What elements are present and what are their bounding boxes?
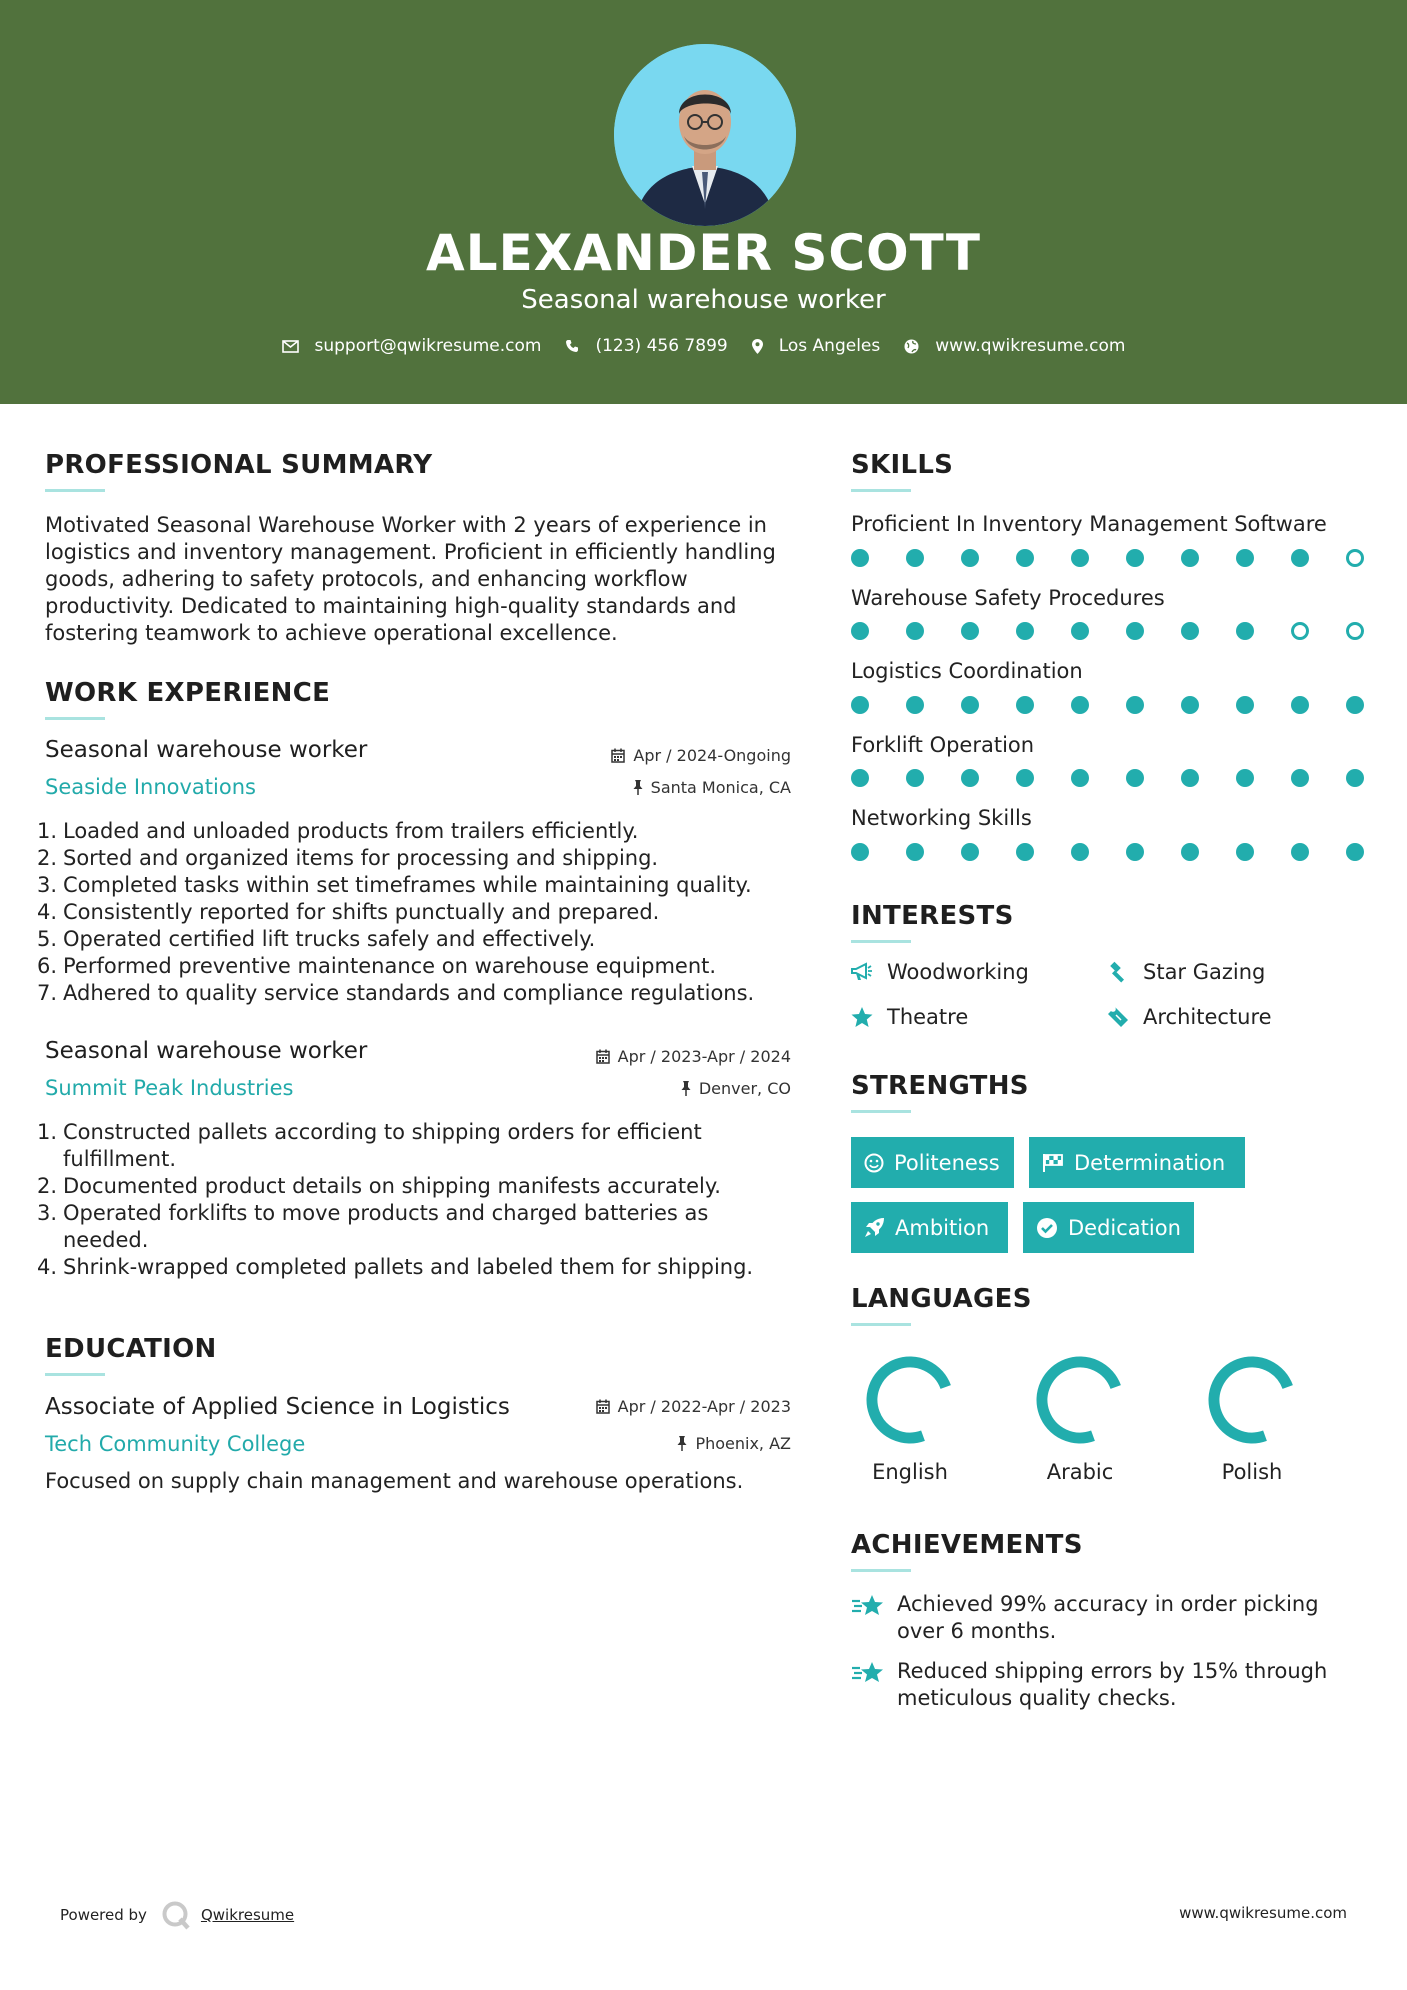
qwikresume-link[interactable]: Qwikresume xyxy=(200,1906,295,1924)
skill-dot-filled xyxy=(906,769,924,787)
skill-dot-filled xyxy=(961,696,979,714)
footer-powered-by xyxy=(60,1900,294,1930)
strength-badge xyxy=(851,1137,1014,1188)
job-dates xyxy=(611,746,791,765)
globe-icon xyxy=(904,339,919,354)
company-name: Seaside Innovations xyxy=(45,775,256,799)
skill-dot-filled xyxy=(1346,843,1364,861)
list-item: 5. Operated certified lift trucks safely and effectively. xyxy=(37,927,596,951)
languages-title: LANGUAGES xyxy=(851,1284,1032,1314)
skill-name: Networking Skills xyxy=(851,806,1032,830)
contact-bar xyxy=(0,336,1407,356)
shooting-star-icon xyxy=(851,1660,885,1686)
achievement-item xyxy=(851,1658,1371,1712)
job-location xyxy=(633,778,791,797)
interest-label: Architecture xyxy=(1143,1005,1272,1029)
skill-dot-empty xyxy=(1346,622,1364,640)
summary-rule xyxy=(45,489,105,492)
language-label: Polish xyxy=(1221,1460,1283,1484)
strengths-title: STRENGTHS xyxy=(851,1071,1029,1101)
list-item: 2. Documented product details on shipping manifests accurately. xyxy=(37,1174,721,1198)
experience-title: WORK EXPERIENCE xyxy=(45,678,331,708)
interests-rule xyxy=(851,940,911,943)
language-label: Arabic xyxy=(1046,1460,1114,1484)
list-item-text: Loaded and unloaded products from trailers efficiently. xyxy=(63,819,639,843)
interest-item xyxy=(1107,1005,1272,1029)
contact-website[interactable] xyxy=(904,336,1125,356)
skills-rule xyxy=(851,489,911,492)
pushpin-icon xyxy=(677,1436,687,1451)
strength-badge xyxy=(1029,1137,1245,1188)
job-duties xyxy=(37,818,797,1007)
list-item: 1. Constructed pallets according to shipping orders for efficient fulfillment. xyxy=(37,1120,702,1171)
skill-dot-filled xyxy=(1291,769,1309,787)
education-location xyxy=(677,1434,791,1453)
skill-rating xyxy=(851,549,1367,569)
list-item: 7. Adhered to quality service standards and compliance regulations. xyxy=(37,981,755,1005)
school-name: Tech Community College xyxy=(45,1432,306,1456)
skill-name: Proficient In Inventory Management Software xyxy=(851,512,1327,536)
skill-dot-filled xyxy=(1236,622,1254,640)
candidate-role: Seasonal warehouse worker xyxy=(521,285,886,315)
skill-dot-filled xyxy=(906,622,924,640)
list-item: 3. Completed tasks within set timeframes while maintaining quality. xyxy=(37,873,752,897)
language-item xyxy=(1192,1350,1312,1484)
language-gauge xyxy=(860,1350,960,1450)
skill-dot-empty xyxy=(1291,622,1309,640)
achievement-text: Achieved 99% accuracy in order picking over 6 months. xyxy=(897,1592,1319,1643)
skill-dot-filled xyxy=(906,549,924,567)
skill-dot-filled xyxy=(1016,769,1034,787)
education-title: EDUCATION xyxy=(45,1334,217,1364)
skill-dot-filled xyxy=(906,843,924,861)
calendar-icon xyxy=(611,748,625,763)
contact-website-text: www.qwikresume.com xyxy=(935,336,1126,356)
skill-dot-filled xyxy=(1291,843,1309,861)
ticket-icon xyxy=(1107,1006,1129,1028)
header xyxy=(0,0,1407,404)
skill-dot-filled xyxy=(906,696,924,714)
language-item xyxy=(1020,1350,1140,1484)
list-item-text: Consistently reported for shifts punctually and prepared. xyxy=(63,900,660,924)
skill-dot-filled xyxy=(851,696,869,714)
skill-name: Warehouse Safety Procedures xyxy=(851,586,1165,610)
skill-dot-filled xyxy=(1181,696,1199,714)
language-gauge-arc xyxy=(1042,1362,1116,1438)
contact-phone-text: (123) 456 7899 xyxy=(595,336,728,356)
phone-icon xyxy=(565,339,579,353)
achievements-rule xyxy=(851,1569,911,1572)
skill-name: Logistics Coordination xyxy=(851,659,1083,683)
calendar-icon xyxy=(596,1399,610,1414)
gavel-icon xyxy=(1107,961,1129,983)
job-dates xyxy=(596,1047,791,1066)
skill-dot-filled xyxy=(851,549,869,567)
contact-location-text: Los Angeles xyxy=(778,336,881,356)
skill-rating xyxy=(851,622,1367,642)
envelope-icon xyxy=(282,340,299,353)
skill-dot-filled xyxy=(1236,549,1254,567)
skill-dot-empty xyxy=(1346,549,1364,567)
qwikresume-logo-icon xyxy=(161,1900,191,1930)
skill-dot-filled xyxy=(1236,769,1254,787)
skill-dot-filled xyxy=(1236,696,1254,714)
skill-dot-filled xyxy=(1181,549,1199,567)
skill-dot-filled xyxy=(1016,622,1034,640)
list-item-text: Documented product details on shipping manifests accurately. xyxy=(63,1174,721,1198)
interest-label: Star Gazing xyxy=(1143,960,1266,984)
education-location-text: Phoenix, AZ xyxy=(695,1434,791,1453)
education-rule xyxy=(45,1373,105,1376)
list-item-text: Operated forklifts to move products and charged batteries as needed. xyxy=(63,1201,709,1252)
strength-badge xyxy=(1023,1202,1194,1253)
skill-dot-filled xyxy=(851,843,869,861)
map-pin-icon xyxy=(752,339,763,354)
summary-text: Motivated Seasonal Warehouse Worker with 2 years of experience in logistics and inventory management. Proficient in efficiently handling goods, adhering to safety protocols, and enhancing workflow productivity. Dedicated to maintaining high-quality standards and fostering teamwork to achieve operational excellence. xyxy=(45,513,776,645)
interest-item xyxy=(851,960,1029,984)
skill-rating xyxy=(851,843,1367,863)
skill-dot-filled xyxy=(1071,769,1089,787)
skill-dot-filled xyxy=(1126,843,1144,861)
skill-dot-filled xyxy=(1071,622,1089,640)
flag-icon xyxy=(1042,1153,1064,1173)
skill-dot-filled xyxy=(1181,843,1199,861)
language-gauge-arc xyxy=(872,1362,946,1438)
skills-title: SKILLS xyxy=(851,450,954,480)
interest-item xyxy=(1107,960,1265,984)
skill-dot-filled xyxy=(1126,696,1144,714)
education-dates xyxy=(596,1397,791,1416)
skill-dot-filled xyxy=(1181,769,1199,787)
profile-photo xyxy=(614,44,796,226)
skill-dot-filled xyxy=(1016,843,1034,861)
pushpin-icon xyxy=(681,1081,691,1096)
skill-name: Forklift Operation xyxy=(851,733,1035,757)
skill-dot-filled xyxy=(961,843,979,861)
strength-label: Ambition xyxy=(895,1215,990,1240)
skill-dot-filled xyxy=(1126,622,1144,640)
strength-badge xyxy=(851,1202,1008,1253)
skill-dot-filled xyxy=(851,622,869,640)
skill-dot-filled xyxy=(961,769,979,787)
calendar-icon xyxy=(596,1049,610,1064)
contact-email-text: support@qwikresume.com xyxy=(314,336,542,356)
summary-title: PROFESSIONAL SUMMARY xyxy=(45,450,433,480)
job-duties xyxy=(37,1119,777,1281)
job-location xyxy=(681,1079,791,1098)
job-location-text: Denver, CO xyxy=(698,1079,791,1098)
skill-dot-filled xyxy=(851,769,869,787)
language-gauge-arc xyxy=(1214,1362,1288,1438)
skill-dot-filled xyxy=(1071,549,1089,567)
list-item-text: Sorted and organized items for processing and shipping. xyxy=(63,846,659,870)
education-description: Focused on supply chain management and warehouse operations. xyxy=(45,1469,744,1493)
skill-dot-filled xyxy=(1236,843,1254,861)
skill-dot-filled xyxy=(1071,843,1089,861)
powered-by-text: Powered by xyxy=(60,1906,147,1924)
interests-title: INTERESTS xyxy=(851,901,1014,931)
skill-dot-filled xyxy=(1181,622,1199,640)
skill-rating xyxy=(851,769,1367,789)
languages-rule xyxy=(851,1323,911,1326)
skill-dot-filled xyxy=(1016,549,1034,567)
language-gauge xyxy=(1202,1350,1302,1450)
skill-rating xyxy=(851,696,1367,716)
language-label: English xyxy=(872,1460,948,1484)
language-gauge xyxy=(1030,1350,1130,1450)
education-dates-text: Apr / 2022-Apr / 2023 xyxy=(617,1397,791,1416)
language-item xyxy=(850,1350,970,1484)
list-item-text: Operated certified lift trucks safely and effectively. xyxy=(63,927,596,951)
list-item: 3. Operated forklifts to move products and charged batteries as needed. xyxy=(37,1201,709,1252)
rocket-icon xyxy=(864,1217,885,1238)
footer-website[interactable]: www.qwikresume.com xyxy=(1179,1904,1347,1922)
strength-label: Determination xyxy=(1074,1150,1226,1175)
list-item: 6. Performed preventive maintenance on warehouse equipment. xyxy=(37,954,717,978)
skill-dot-filled xyxy=(1071,696,1089,714)
skill-dot-filled xyxy=(1016,696,1034,714)
job-dates-text: Apr / 2024-Ongoing xyxy=(633,746,791,765)
job-title: Seasonal warehouse worker xyxy=(45,737,368,763)
avatar xyxy=(614,44,796,226)
skill-dot-filled xyxy=(1346,696,1364,714)
candidate-name: ALEXANDER SCOTT xyxy=(426,224,981,282)
skill-dot-filled xyxy=(1291,549,1309,567)
skill-dot-filled xyxy=(961,622,979,640)
skill-dot-filled xyxy=(1126,769,1144,787)
strengths-rule xyxy=(851,1110,911,1113)
interest-item xyxy=(851,1005,968,1029)
list-item: 1. Loaded and unloaded products from trailers efficiently. xyxy=(37,819,639,843)
star-icon xyxy=(851,1007,873,1028)
list-item: 2. Sorted and organized items for processing and shipping. xyxy=(37,846,659,870)
list-item-text: Adhered to quality service standards and compliance regulations. xyxy=(63,981,755,1005)
contact-email[interactable] xyxy=(282,336,542,356)
pushpin-icon xyxy=(633,780,643,795)
job-location-text: Santa Monica, CA xyxy=(650,778,791,797)
strength-label: Dedication xyxy=(1068,1215,1181,1240)
contact-location xyxy=(752,336,881,356)
list-item: 4. Consistently reported for shifts punctually and prepared. xyxy=(37,900,660,924)
skill-dot-filled xyxy=(1126,549,1144,567)
list-item-text: Constructed pallets according to shipping orders for efficient fulfillment. xyxy=(63,1120,702,1171)
smile-icon xyxy=(864,1153,884,1173)
interest-label: Theatre xyxy=(887,1005,969,1029)
company-name: Summit Peak Industries xyxy=(45,1076,294,1100)
strength-label: Politeness xyxy=(894,1150,1000,1175)
achievement-item xyxy=(851,1591,1371,1645)
shooting-star-icon xyxy=(851,1593,885,1619)
experience-rule xyxy=(45,717,105,720)
megaphone-icon xyxy=(851,962,873,982)
skill-dot-filled xyxy=(1291,696,1309,714)
achievements-title: ACHIEVEMENTS xyxy=(851,1530,1083,1560)
list-item-text: Completed tasks within set timeframes while maintaining quality. xyxy=(63,873,752,897)
skill-dot-filled xyxy=(961,549,979,567)
degree-title: Associate of Applied Science in Logistics xyxy=(45,1394,510,1420)
list-item-text: Shrink-wrapped completed pallets and labeled them for shipping. xyxy=(63,1255,754,1279)
list-item-text: Performed preventive maintenance on warehouse equipment. xyxy=(63,954,717,978)
interest-label: Woodworking xyxy=(887,960,1029,984)
list-item: 4. Shrink-wrapped completed pallets and labeled them for shipping. xyxy=(37,1255,754,1279)
check-circle-icon xyxy=(1036,1217,1058,1239)
achievement-text: Reduced shipping errors by 15% through meticulous quality checks. xyxy=(897,1659,1328,1710)
contact-phone[interactable] xyxy=(565,336,727,356)
job-title: Seasonal warehouse worker xyxy=(45,1038,368,1064)
job-dates-text: Apr / 2023-Apr / 2024 xyxy=(617,1047,791,1066)
skill-dot-filled xyxy=(1346,769,1364,787)
